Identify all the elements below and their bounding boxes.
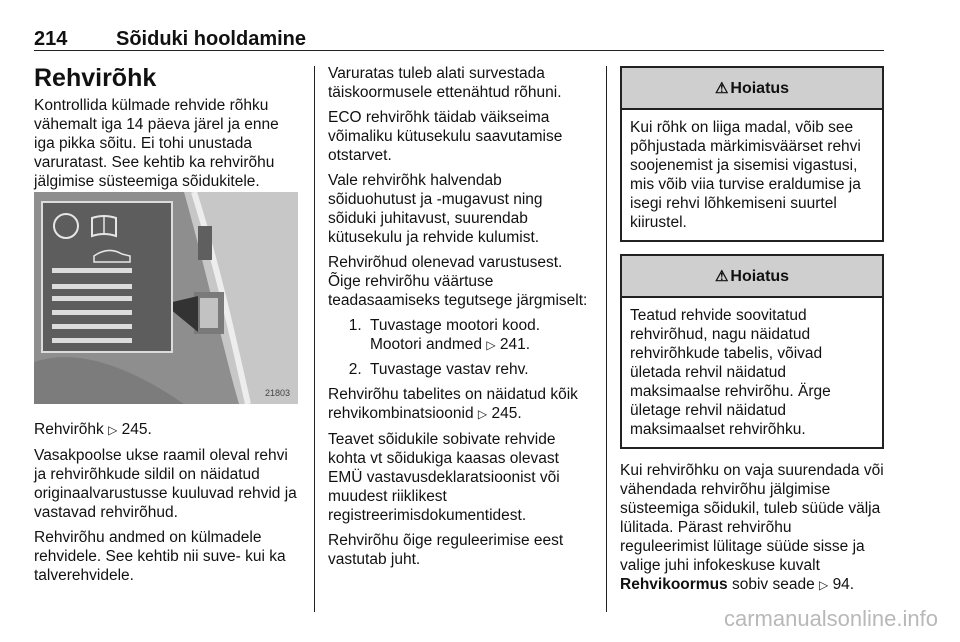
warning-triangle-icon: ⚠ [714, 267, 729, 285]
arrow-icon: ▷ [819, 578, 829, 592]
paragraph: Rehvirõhk ▷ 245. [34, 421, 152, 438]
column-2 [328, 64, 592, 575]
page-number: 214 [34, 28, 68, 50]
paragraph: Rehvirõhu andmed on külmadele rehvidele. See kehtib nii suve- kui ka talverehvidele. [34, 529, 286, 584]
paragraph: Teavet sõidukile sobivate rehvide kohta vt sõidukiga kaasas olevast EMÜ vastavusdeklaratsioonist või muudest riiklikest registreerimisdokumentidest. [328, 431, 560, 524]
column-divider [606, 66, 607, 612]
section-heading: Rehvirõhk [34, 64, 157, 92]
page-ref: 241. [499, 336, 531, 353]
page-ref: 245. [491, 405, 522, 422]
paragraph: Vasakpoolse ukse raamil oleval rehvi ja rehvirõhkude sildil on näidatud originaalvarustusse kuuluvad rehvid ja vastavad rehvirõhud. [34, 447, 297, 521]
tire-pressure-label-photo [34, 192, 298, 404]
list-item: 1. Tuvastage mootori kood. Mootori andmed ▷ 241. [366, 316, 592, 355]
column-divider [314, 66, 315, 612]
warning-header [622, 256, 882, 298]
page-header [34, 28, 884, 51]
warning-body: Kui rõhk on liiga madal, võib see põhjustada märkimisväärset rehvi soojenemist ja sisemisi vigastusi, mis võib viia turvise eraldumise ja isegi rehvi lõhkemiseni suurtel kiirustel. [630, 119, 861, 231]
menu-item-name: Rehvikoormus [620, 576, 728, 593]
column-3 [620, 66, 884, 601]
paragraph: Rehvirõhud olenevad varustusest. Õige rehvirõhu väärtuse teadasaamiseks tegutsege järgmiselt: [328, 254, 588, 309]
steps-list [328, 316, 592, 379]
warning-title: Hoiatus [730, 267, 790, 285]
paragraph: Kontrollida külmade rehvide rõhku vähemalt iga 14 päeva järel ja enne iga pikka sõitu. Ei tohi unustada varuratast. See kehtib ka rehvirõhu jälgimise süsteemiga sõidukitele. [34, 97, 279, 190]
warning-body: Teatud rehvide soovitatud rehvirõhud, nagu näidatud rehvirõhkude tabelis, võivad ületada rehvil näidatud maksimaalse rehvirõhu. Ärge ületage rehvil näidatud maksimaalset rehvirõhku. [630, 307, 831, 438]
warning-box [620, 66, 884, 242]
arrow-icon: ▷ [486, 338, 496, 352]
paragraph: Kui rehvirõhku on vaja suurendada või vähendada rehvirõhu jälgimise süsteemiga sõidukil, tuleb süüde välja lülitada. Pärast rehvirõhu reguleerimist lülitage süüde sisse ja valige juhi infokeskuse kuvalt Rehvikoormus sobiv seade ▷ 94. [620, 462, 884, 593]
paragraph: Vale rehvirõhk halvendab sõiduohutust ja -mugavust ning sõiduki juhitavust, suurendab kütusekulu ja rehvide kulumist. [328, 172, 543, 246]
warning-title: Hoiatus [730, 79, 790, 97]
watermark: carmanualsonline.info [723, 606, 938, 631]
warning-header [622, 68, 882, 110]
page-ref: 245. [121, 421, 152, 438]
paragraph: ECO rehvirõhk täidab väikseima võimaliku kütusekulu saavutamise otstarvet. [328, 109, 563, 164]
warning-box [620, 254, 884, 449]
paragraph: Varuratas tuleb alati survestada täiskoormusele ettenähtud rõhuni. [328, 65, 562, 101]
page-title: Sõiduki hooldamine [116, 28, 307, 50]
arrow-icon: ▷ [108, 423, 118, 437]
page-ref: 94. [832, 576, 855, 593]
paragraph: Rehvirõhu tabelites on näidatud kõik rehvikombinatsioonid ▷ 245. [328, 386, 578, 422]
column-1 [34, 64, 302, 197]
arrow-icon: ▷ [477, 407, 488, 421]
column-1-lower [34, 420, 302, 591]
list-item: 2. Tuvastage vastav rehv. [366, 360, 592, 379]
figure-code: 21803 [264, 388, 290, 398]
paragraph: Rehvirõhu õige reguleerimise eest vastutab juht. [328, 532, 564, 568]
warning-triangle-icon: ⚠ [714, 79, 729, 97]
tire-label-illustration [34, 192, 298, 404]
